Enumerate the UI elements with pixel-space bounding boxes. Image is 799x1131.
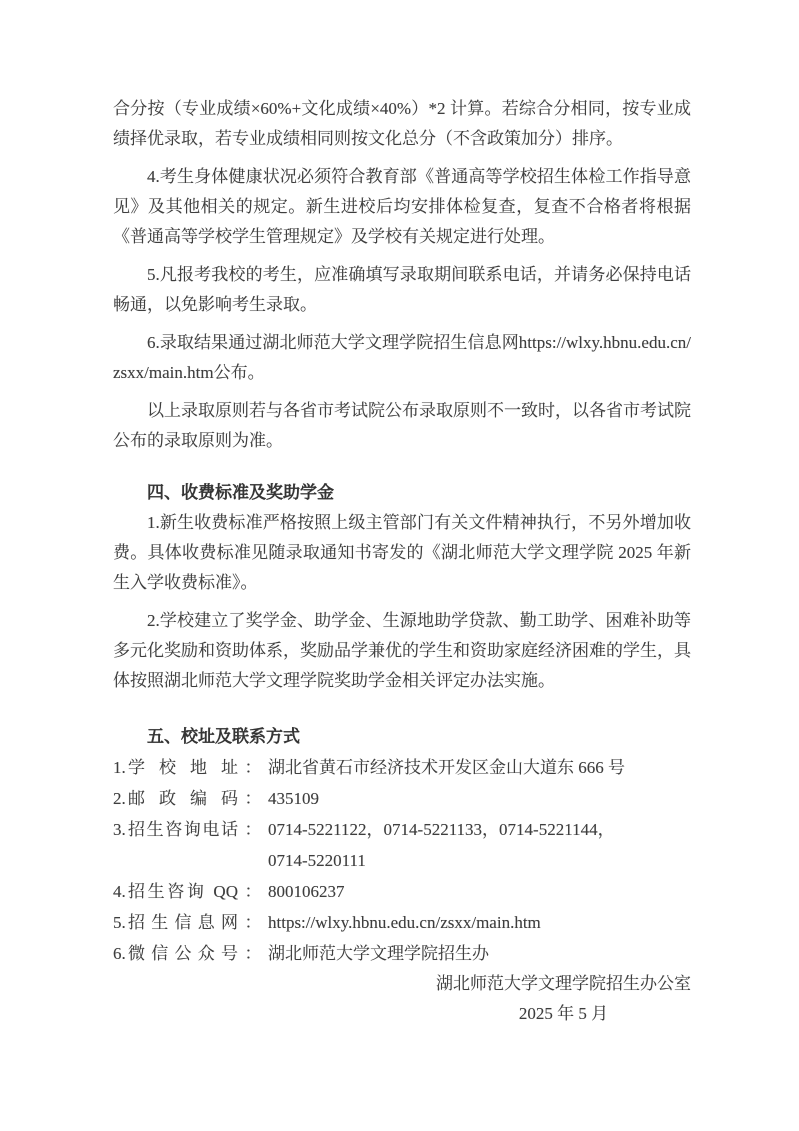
body-paragraph-item5: 5.凡报考我校的考生，应准确填写录取期间联系电话，并请务必保持电话畅通，以免影响考生录取。 xyxy=(113,265,691,314)
contact-row-wechat xyxy=(113,938,691,969)
contact-number: 2. xyxy=(113,789,126,808)
contact-value xyxy=(268,814,691,876)
contact-number: 1. xyxy=(113,758,126,777)
body-paragraph-item6: 6.录取结果通过湖北师范大学文理学院招生信息网https://wlxy.hbnu.edu.cn/zsxx/main.htm公布。 xyxy=(113,333,691,382)
contact-value: 435109 xyxy=(268,789,319,808)
contact-row-qq xyxy=(113,876,691,907)
contact-colon: ： xyxy=(244,820,262,839)
signature-date: 2025 年 5 月 xyxy=(518,1004,609,1023)
contact-value: 湖北省黄石市经济技术开发区金山大道东 666 号 xyxy=(268,758,625,777)
section-heading-contact: 五、校址及联系方式 xyxy=(147,727,300,746)
contact-row-postcode xyxy=(113,783,691,814)
body-paragraph-note: 以上录取原则若与各省市考试院公布录取原则不一致时，以各省市考试院公布的录取原则为准。 xyxy=(113,401,691,450)
contact-label: 招生咨询电话 xyxy=(128,820,238,839)
contact-label: 邮政编码 xyxy=(128,789,238,808)
body-paragraph-item4: 4.考生身体健康状况必须符合教育部《普通高等学校招生体检工作指导意见》及其他相关的规定。新生进校后均安排体检复查，复查不合格者将根据《普通高等学校学生管理规定》及学校有关规定进行处理。 xyxy=(113,167,691,246)
signature-block xyxy=(436,969,691,1029)
contact-colon: ： xyxy=(244,758,262,777)
contact-number: 6. xyxy=(113,944,126,963)
contact-value: https://wlxy.hbnu.edu.cn/zsxx/main.htm xyxy=(268,913,541,932)
phone-line-2: 0714-5220111 xyxy=(268,851,366,870)
contact-colon: ： xyxy=(244,944,262,963)
signature-office: 湖北师范大学文理学院招生办公室 xyxy=(436,974,691,993)
contact-number: 5. xyxy=(113,913,126,932)
fees-paragraph-1: 1.新生收费标准严格按照上级主管部门有关文件精神执行，不另外增加收费。具体收费标准见随录取通知书寄发的《湖北师范大学文理学院 2025 年新生入学收费标准》。 xyxy=(113,513,691,592)
phone-line-1: 0714-5221122，0714-5221133，0714-5221144， xyxy=(268,820,615,839)
contact-colon: ： xyxy=(244,913,262,932)
section-heading-fees: 四、收费标准及奖助学金 xyxy=(147,483,334,502)
contact-label: 招生咨询 QQ xyxy=(128,882,238,901)
contact-number: 3. xyxy=(113,820,126,839)
fees-paragraph-2: 2.学校建立了奖学金、助学金、生源地助学贷款、勤工助学、困难补助等多元化奖励和资助体系，奖励品学兼优的学生和资助家庭经济困难的学生，具体按照湖北师范大学文理学院奖助学金相关评定办法实施。 xyxy=(113,611,691,690)
contact-colon: ： xyxy=(244,882,262,901)
contact-label: 微信公众号 xyxy=(128,944,238,963)
contact-row-phone xyxy=(113,814,691,876)
contact-row-website xyxy=(113,907,691,938)
contact-value: 湖北师范大学文理学院招生办 xyxy=(268,944,489,963)
body-paragraph-continuation: 合分按（专业成绩×60%+文化成绩×40%）*2 计算。若综合分相同，按专业成绩择优录取，若专业成绩相同则按文化总分（不含政策加分）排序。 xyxy=(113,99,691,148)
contact-colon: ： xyxy=(244,789,262,808)
contact-value: 800106237 xyxy=(268,882,345,901)
contact-label: 招生信息网 xyxy=(128,913,238,932)
contact-label: 学校地址 xyxy=(128,758,238,777)
contact-list xyxy=(113,752,691,969)
contact-row-address xyxy=(113,752,691,783)
contact-number: 4. xyxy=(113,882,126,901)
